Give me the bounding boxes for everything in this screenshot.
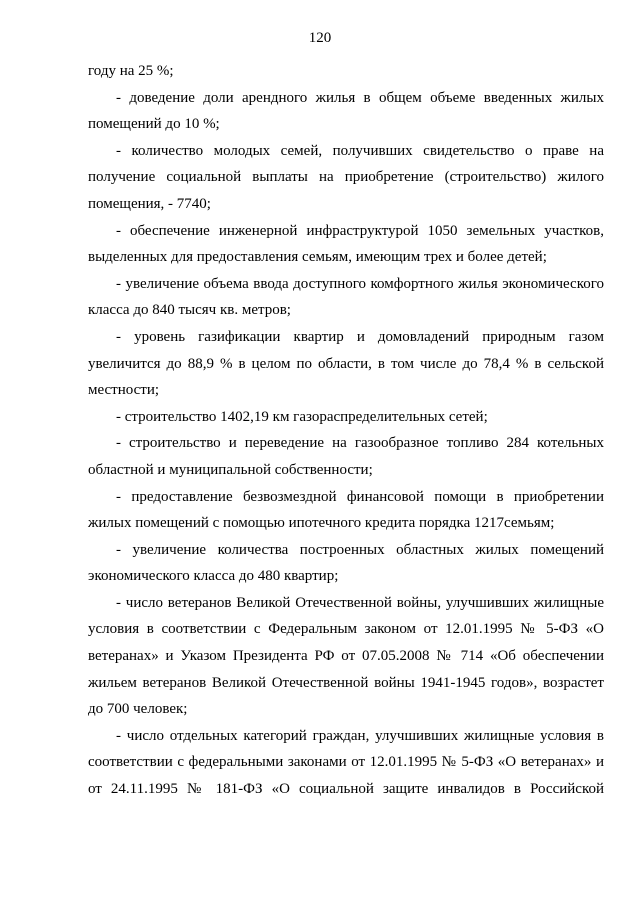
paragraph-citizen-categories: - число отдельных категорий граждан, улучшивших жилищные условия в соответствии с федеральными законами от 12.01.1995 № 5-ФЗ «О ветеранах» и от 24.11.1995 № 181-ФЗ «О социальной защите инвалидов в Российской [88, 727, 604, 798]
paragraph-veterans: - число ветеранов Великой Отечественной войны, улучшивших жилищные условия в соответствии с Федеральным законом от 12.01.1995 № 5-ФЗ «О ветеранах» и Указом Президента РФ от 07.05.2008 № 714 «Об обеспечении жильем ветеранов Великой Отечественной войны 1941-1945 годов», возрастет до 700 человек; [88, 594, 604, 718]
document-body [88, 58, 604, 803]
paragraph-rental-housing: - доведение доли арендного жилья в общем объеме введенных жилых помещений до 10 %; [88, 89, 604, 133]
paragraph-young-families: - количество молодых семей, получивших свидетельство о праве на получение социальной выплаты на приобретение (строительство) жилого помещения, - 7740; [88, 142, 604, 212]
paragraph-boilers: - строительство и переведение на газообразное топливо 284 котельных областной и муниципальной собственности; [88, 435, 604, 478]
paragraph-regional-housing: - увеличение количества построенных областных жилых помещений экономического класса до 480 квартир; [88, 541, 604, 585]
paragraph-gas-networks: - строительство 1402,19 км газораспределительных сетей; [116, 408, 488, 425]
page-number: 120 [308, 30, 332, 46]
paragraph-infrastructure: - обеспечение инженерной инфраструктурой 1050 земельных участков, выделенных для предоставления семьям, имеющим трех и более детей; [88, 222, 604, 266]
paragraph-mortgage-aid: - предоставление безвозмездной финансовой помощи в приобретении жилых помещений с помощью ипотечного кредита порядка 1217семьям; [88, 488, 604, 532]
paragraph-gasification: - уровень газификации квартир и домовладений природным газом увеличится до 88,9 % в целом по области, в том числе до 78,4 % в сельской местности; [88, 328, 604, 399]
paragraph-affordable-housing: - увеличение объема ввода доступного комфортного жилья экономического класса до 840 тысяч кв. метров; [88, 275, 604, 319]
paragraph-continuation: году на 25 %; [88, 63, 174, 79]
